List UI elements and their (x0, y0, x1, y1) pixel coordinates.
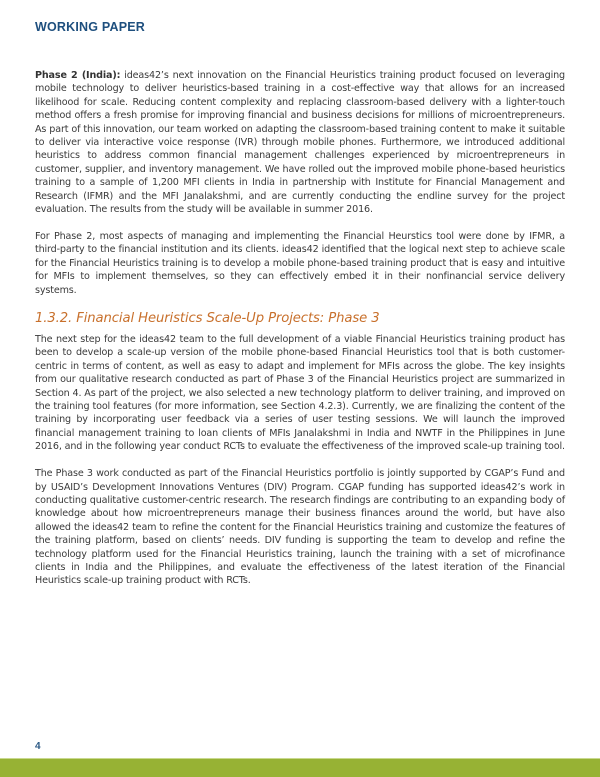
working-paper-label: WORKING PAPER (35, 20, 146, 34)
page-number: 4 (35, 741, 41, 752)
paragraph-lead-phase-2: Phase 2 (India): (35, 70, 121, 81)
paragraph-text: ideas42’s next innovation on the Financial Heuristics training product focused on leveraging mobile technology to deliver heuristics-based training in a cost-effective way that allows for an increased likelihood for scale. Reducing content complexity and replacing classroom-based delivery with a lighter-touch method offers a fresh promise for improving financial and business decisions for millions of microentrepreneurs. As part of this innovation, our team worked on adapting the classroom-based training content to make it suitable to deliver via interactive voice response (IVR) through mobile phones. Furthermore, we introduced additional heuristics to address common financial management challenges experienced by microentrepreneurs in customer, supplier, and inventory management. We have rolled out the improved mobile phone-based heuristics training to a sample of 1,200 MFI clients in India in partnership with Institute for Financial Management and Research (IFMR) and the MFI Janalakshmi, and are currently conducting the endline survey for the project evaluation. The results from the study will be available in summer 2016. (35, 70, 565, 216)
phase-2-management-paragraph: For Phase 2, most aspects of managing and implementing the Financial Heurstics tool were done by IFMR, a third-party to the financial institution and its clients. ideas42 identified that the logical next step to achieve scale for the Financial Heuristics training is to develop a mobile phone-based training product that is easy and intuitive for MFIs to implement themselves, so they can effectively embed it in their nonfinancial service delivery systems. (35, 230, 565, 296)
phase-3-next-step-paragraph: The next step for the ideas42 team to the full development of a viable Financial Heuristics training product has been to develop a scale-up version of the mobile phone-based Financial Heuristics tool that is both customer-centric in terms of content, as well as easy to adapt and implement for MFIs across the globe. The key insights from our qualitative research conducted as part of Phase 3 of the Financial Heuristics project are summarized in Section 4. As part of the project, we also selected a new technology platform to deliver training, and improved on the training tool features (for more information, see Section 4.2.3). Currently, we are finalizing the content of the training by incorporating user feedback via a series of user testing sessions. We will launch the improved financial management training to loan clients of MFIs Janalakshmi in India and NWTF in the Philippines in June 2016, and in the following year conduct RCTs to evaluate the effectiveness of the improved scale-up training tool. (35, 334, 565, 453)
section-heading-phase-3: 1.3.2. Financial Heuristics Scale-Up Projects: Phase 3 (35, 311, 380, 326)
footer-color-bar (0, 758, 600, 777)
document-body (35, 69, 565, 588)
phase-2-india-paragraph (35, 69, 565, 216)
phase-3-funding-paragraph: The Phase 3 work conducted as part of the Financial Heuristics portfolio is jointly supported by CGAP’s Fund and by USAID’s Development Innovations Ventures (DIV) Program. CGAP funding has supported ideas42’s work in conducting qualitative customer-centric research. The research findings are contributing to an expanding body of knowledge about how microentrepreneurs manage their business finances around the world, but have also allowed the ideas42 team to refine the content for the Financial Heuristics training and customize the features of the training platform, based on clients’ needs. DIV funding is supporting the team to develop and refine the technology platform used for the Financial Heuristics training, launch the training with a set of microfinance clients in India and the Philippines, and evaluate the effectiveness of the latest iteration of the Financial Heuristics scale-up training product with RCTs. (35, 468, 565, 587)
